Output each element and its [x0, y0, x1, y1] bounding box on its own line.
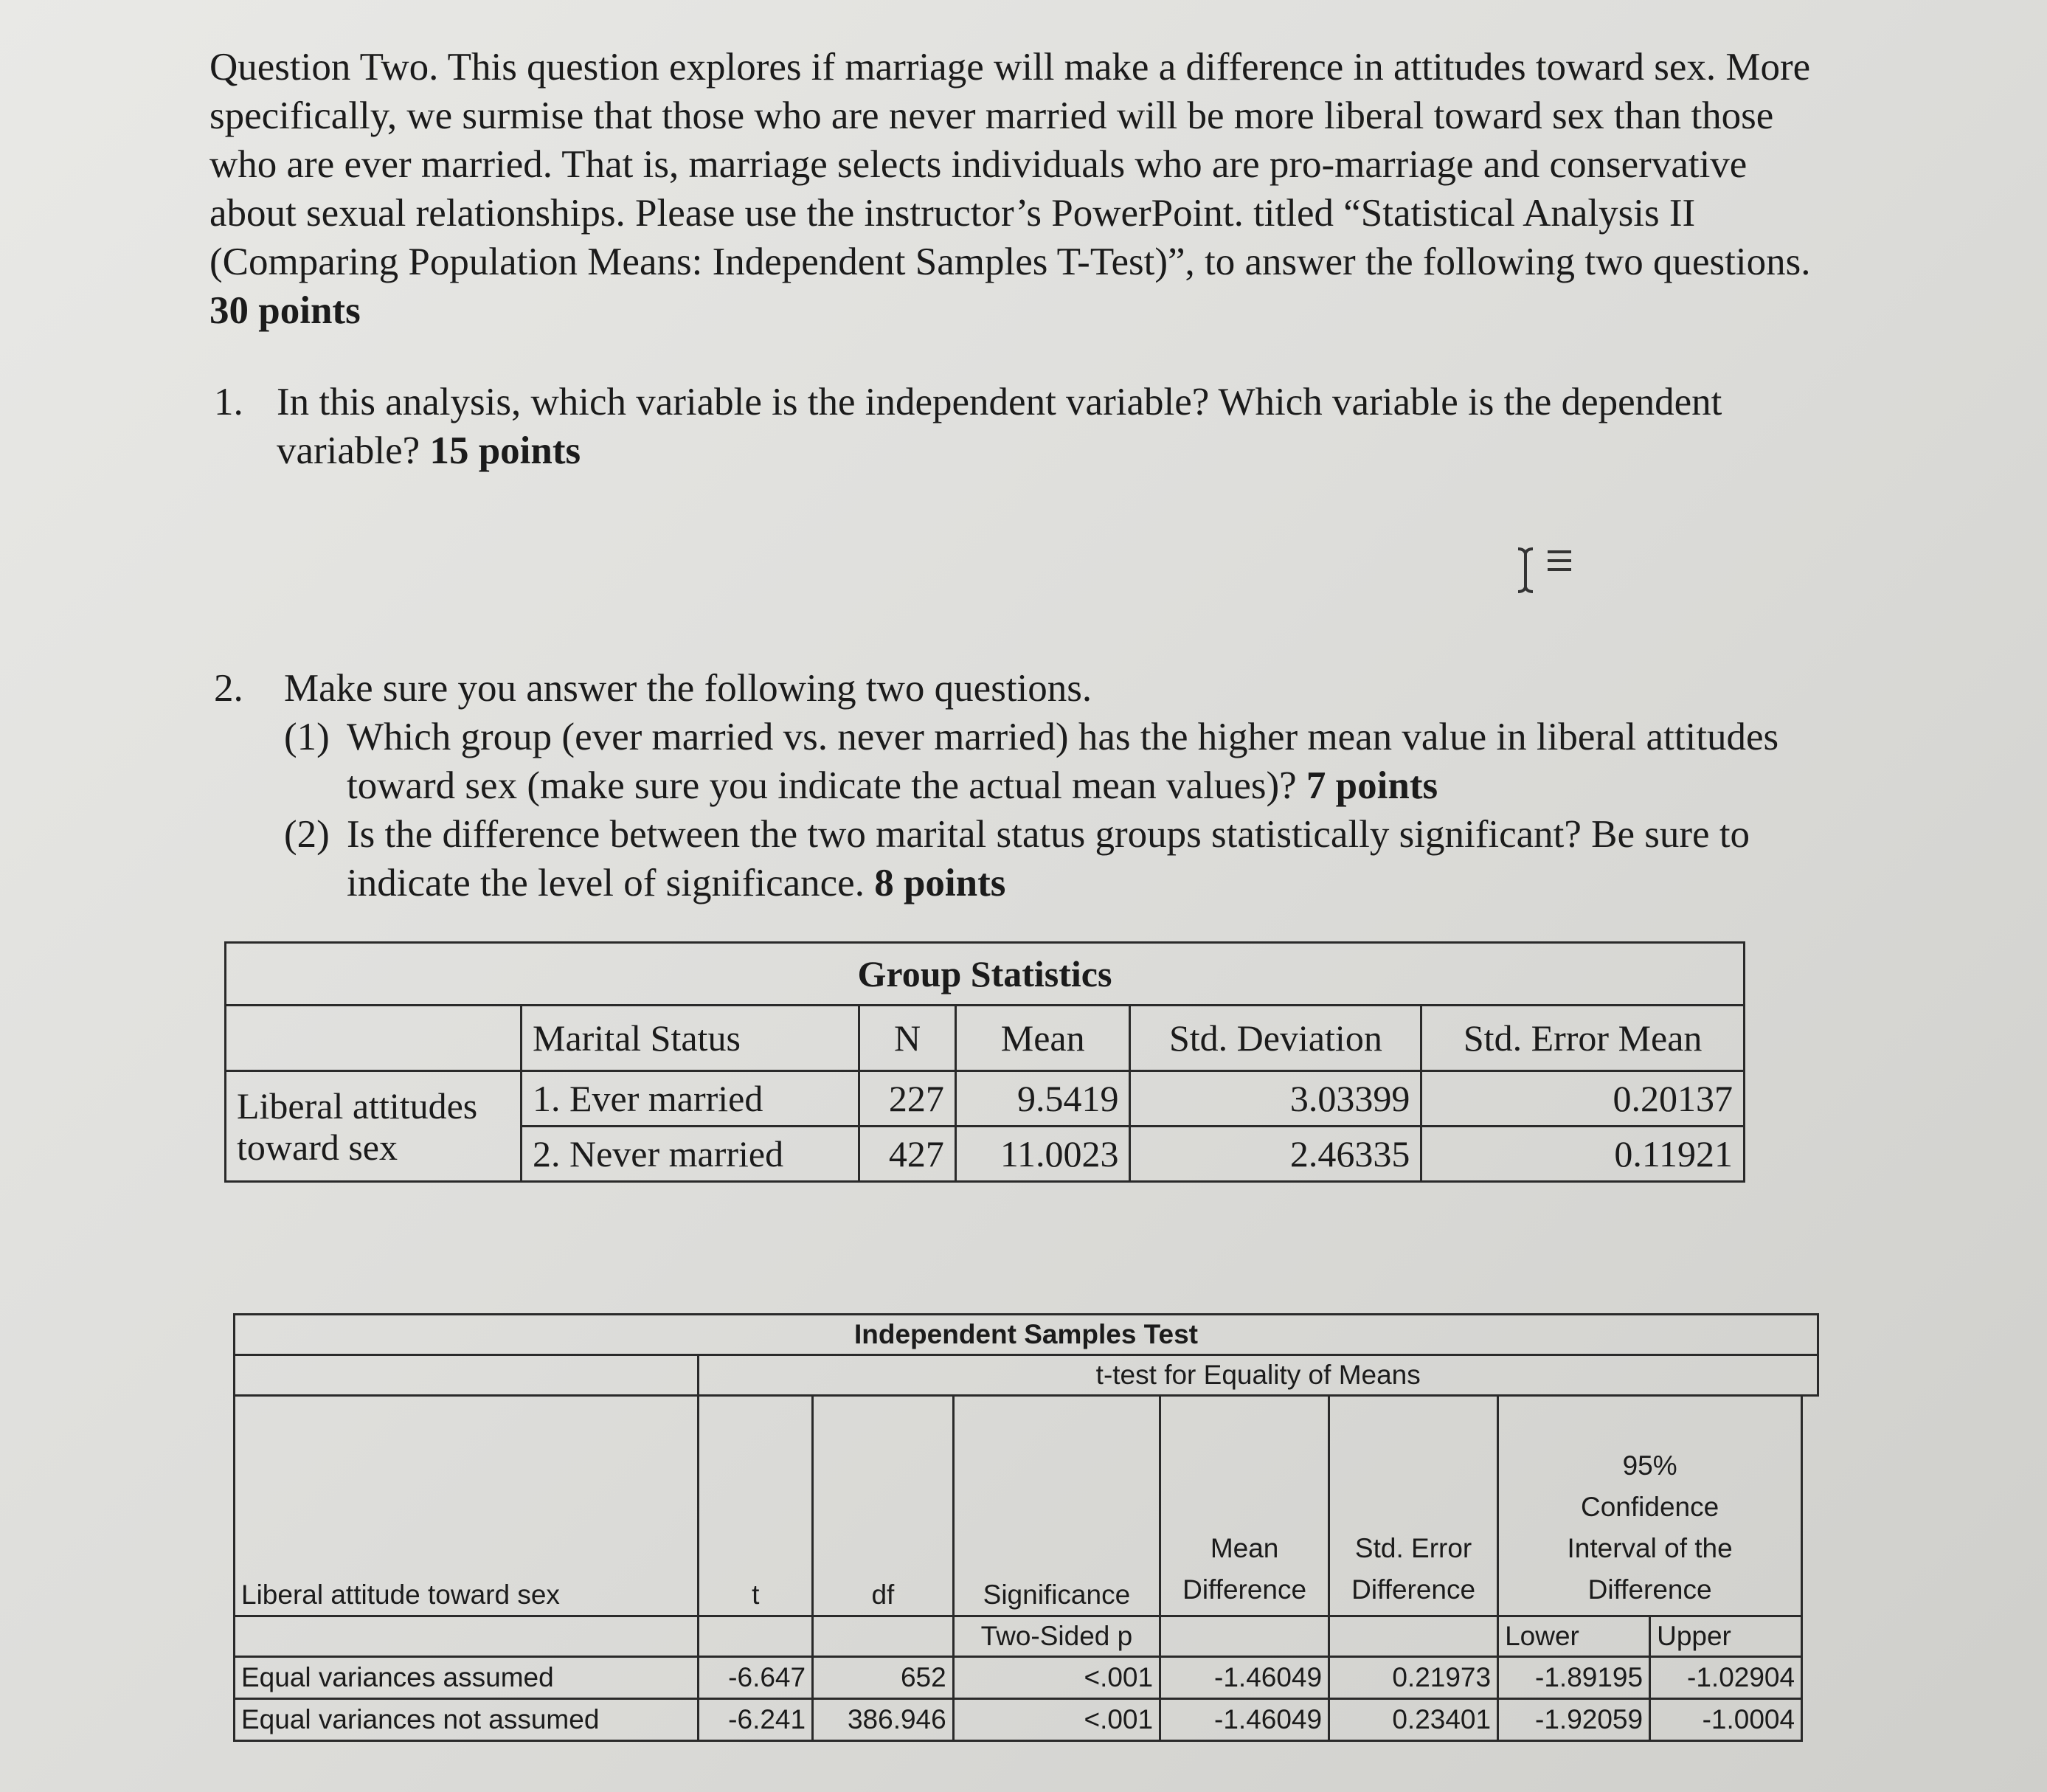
sub-2-points: 8 points — [874, 862, 1006, 904]
group-cell: 1. Ever married — [522, 1071, 859, 1127]
sub-1-text: Which group (ever married vs. never married) has the higher mean value in liberal attitudes toward sex (make sure you indicate the actual mean values)? — [347, 716, 1779, 807]
mean-diff-cell: -1.46049 — [1160, 1699, 1329, 1741]
mean-diff-cell: -1.46049 — [1160, 1657, 1329, 1699]
question-two-intro — [209, 43, 1840, 335]
question-2-number: 2. — [214, 667, 243, 710]
t-test-subtitle: t-test for Equality of Means — [699, 1355, 1818, 1396]
mean-cell: 9.5419 — [955, 1071, 1130, 1127]
header-marital-status: Marital Status — [522, 1006, 859, 1071]
sub-1-points: 7 points — [1306, 764, 1438, 807]
blank-cell — [235, 1355, 699, 1396]
upper-cell: -1.02904 — [1650, 1657, 1802, 1699]
header-t: t — [699, 1396, 813, 1616]
row-label: Equal variances assumed — [235, 1657, 699, 1699]
header-lower: Lower — [1498, 1616, 1650, 1657]
blank-cell — [1329, 1616, 1498, 1657]
header-significance: Significance — [953, 1396, 1160, 1616]
sub-1-number: (1) — [284, 716, 330, 758]
table-row — [235, 1699, 1818, 1741]
blank-cell — [813, 1616, 954, 1657]
header-mean: Mean — [955, 1006, 1130, 1071]
blank-cell — [1160, 1616, 1329, 1657]
mean-cell: 11.0023 — [955, 1127, 1130, 1182]
blank-cell — [1802, 1699, 1818, 1741]
blank-cell — [235, 1616, 699, 1657]
independent-samples-test-table — [233, 1313, 1819, 1742]
row-label: Equal variances not assumed — [235, 1699, 699, 1741]
text-cursor-icon — [1512, 544, 1579, 596]
df-cell: 652 — [813, 1657, 954, 1699]
sd-cell: 2.46335 — [1130, 1127, 1421, 1182]
group-statistics-title: Group Statistics — [226, 943, 1745, 1006]
df-cell: 386.946 — [813, 1699, 954, 1741]
upper-cell: -1.0004 — [1650, 1699, 1802, 1741]
question-1 — [214, 378, 1837, 475]
table-row — [235, 1657, 1818, 1699]
header-two-sided-p: Two-Sided p — [953, 1616, 1160, 1657]
group-statistics-table — [224, 941, 1745, 1183]
question-2-sub-1 — [284, 713, 1837, 810]
sub-2-text: Is the difference between the two marital status groups statistically significant? Be sure to indicate the level of significance. — [347, 813, 1750, 904]
t-cell: -6.647 — [699, 1657, 813, 1699]
question-2 — [214, 664, 1837, 907]
p-cell: <.001 — [953, 1657, 1160, 1699]
header-n: N — [859, 1006, 956, 1071]
row-label-liberal-attitude: Liberal attitude toward sex — [235, 1396, 699, 1616]
n-cell: 427 — [859, 1127, 956, 1182]
header-std-deviation: Std. Deviation — [1130, 1006, 1421, 1071]
lower-cell: -1.92059 — [1498, 1699, 1650, 1741]
sub-2-number: (2) — [284, 813, 330, 856]
intro-text: Question Two. This question explores if marriage will make a difference in attitudes toward sex. More specifically, we surmise that those who are never married will be more liberal toward sex than those who are ever married. That is, marriage selects individuals who are pro-marriage and conservative about sexual relationships. Please use the instructor’s PowerPoint. titled “Statistical Analysis II (Comparing Population Means: Independent Samples T-Test)”, to answer the following two questions. — [209, 46, 1811, 283]
question-2-text: Make sure you answer the following two questions. — [284, 667, 1092, 710]
blank-cell — [1802, 1657, 1818, 1699]
header-df: df — [813, 1396, 954, 1616]
blank-cell — [1802, 1616, 1818, 1657]
n-cell: 227 — [859, 1071, 956, 1127]
blank-cell — [1802, 1396, 1818, 1616]
se-cell: 0.20137 — [1421, 1071, 1745, 1127]
blank-header-cell — [226, 1006, 522, 1071]
header-upper: Upper — [1650, 1616, 1802, 1657]
lower-cell: -1.89195 — [1498, 1657, 1650, 1699]
ci-text: 95% Confidence Interval of the Difference — [1567, 1450, 1733, 1605]
row-label-liberal-attitudes: Liberal attitudes toward sex — [226, 1071, 522, 1182]
question-1-points: 15 points — [429, 429, 581, 472]
intro-points: 30 points — [209, 289, 361, 332]
p-cell: <.001 — [953, 1699, 1160, 1741]
header-std-error-difference: Std. Error Difference — [1329, 1396, 1498, 1616]
se-cell: 0.11921 — [1421, 1127, 1745, 1182]
question-1-number: 1. — [214, 381, 243, 423]
se-diff-cell: 0.23401 — [1329, 1699, 1498, 1741]
table-row — [226, 1071, 1745, 1127]
header-std-error-mean: Std. Error Mean — [1421, 1006, 1745, 1071]
group-cell: 2. Never married — [522, 1127, 859, 1182]
sd-cell: 3.03399 — [1130, 1071, 1421, 1127]
header-mean-difference: Mean Difference — [1160, 1396, 1329, 1616]
independent-samples-test-title: Independent Samples Test — [235, 1315, 1818, 1355]
blank-cell — [699, 1616, 813, 1657]
t-cell: -6.241 — [699, 1699, 813, 1741]
header-confidence-interval — [1498, 1396, 1802, 1616]
question-2-sub-2 — [284, 810, 1837, 907]
question-1-text: In this analysis, which variable is the independent variable? Which variable is the dependent variable? — [277, 381, 1722, 472]
se-diff-cell: 0.21973 — [1329, 1657, 1498, 1699]
